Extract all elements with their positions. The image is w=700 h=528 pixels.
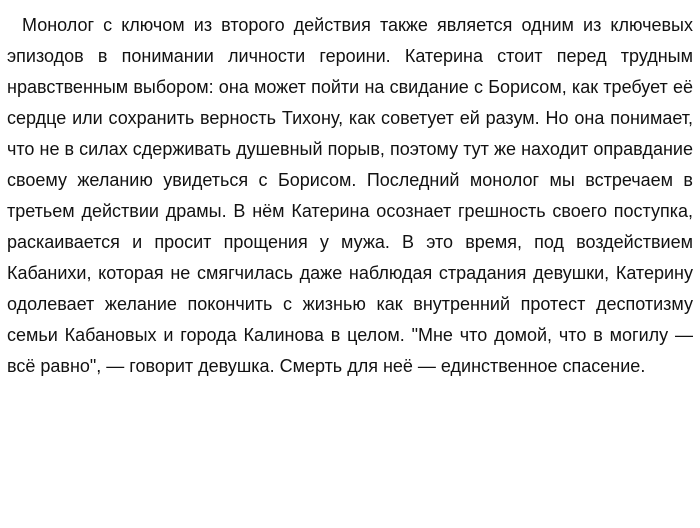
body-paragraph: Монолог с ключом из второго действия также является одним из ключевых эпизодов в понимании личности героини. Катерина стоит перед трудным нравственным выбором: она может пойти на свидание с Борисом, как требует её сердце или сохранить верность Тихону, как советует ей разум. Но она понимает, что не в силах сдерживать душевный порыв, поэтому тут же находит оправдание своему желанию увидеться с Борисом. Последний монолог мы встречаем в третьем действии драмы. В нём Катерина осознает грешность своего поступка, раскаивается и просит прощения у мужа. В это время, под воздействием Кабанихи, которая не смягчилась даже наблюдая страдания девушки, Катерину одолевает желание покончить с жизнью как внутренний протест деспотизму семьи Кабановых и города Калинова в целом. "Мне что домой, что в могилу — всё равно", — говорит девушка. Смерть для неё — единственное спасение. [7, 15, 693, 376]
